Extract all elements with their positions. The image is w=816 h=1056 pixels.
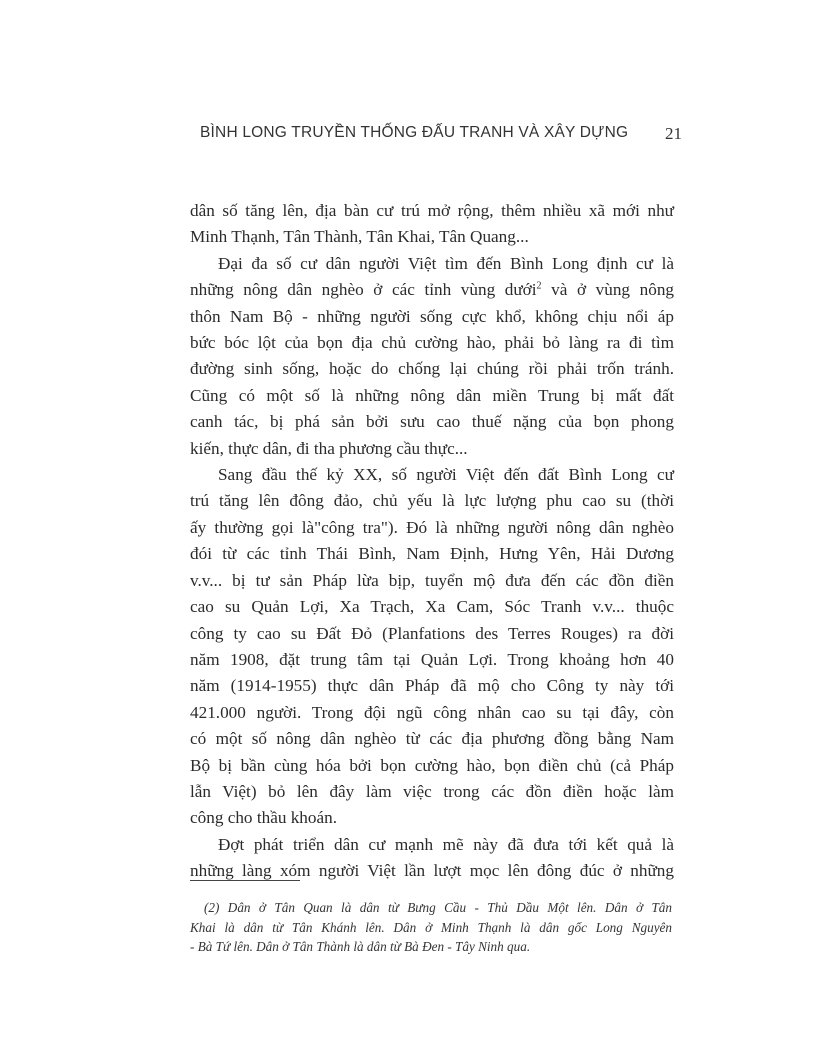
text-line: cao su Quản Lợi, Xa Trạch, Xa Cam, Sóc Tranh v.v... thuộc — [190, 597, 674, 617]
text-line: Bộ bị bần cùng hóa bởi bọn cường hào, bọn điền chủ (cả Pháp — [190, 755, 674, 775]
text-line: Cũng có một số là những nông dân miền Trung bị mất đất — [190, 385, 674, 405]
text-line: thôn Nam Bộ - những người sống cực khổ, không chịu nổi áp — [190, 306, 674, 326]
paragraph-3 — [190, 462, 674, 832]
text-line: 421.000 người. Trong đội ngũ công nhân cao su tại đây, còn — [190, 702, 674, 722]
header-title: BÌNH LONG TRUYỀN THỐNG ĐẤU TRANH VÀ XÂY DỰNG — [200, 124, 629, 141]
text-segment: và ở vùng nông — [541, 280, 675, 300]
paragraph-2 — [190, 251, 674, 462]
footnote-ref[interactable]: 2 — [536, 280, 542, 292]
text-line: trú tăng lên đông đảo, chủ yếu là lực lượng phu cao su (thời — [190, 491, 674, 511]
text-line: ấy thường gọi là"công tra"). Đó là những người nông dân nghèo — [190, 517, 674, 537]
text-line: Đợt phát triển dân cư mạnh mẽ này đã đưa tới kết quả là — [218, 834, 674, 854]
page-number: 21 — [665, 124, 682, 143]
text-line: Sang đầu thế kỷ XX, số người Việt đến đất Bình Long cư — [218, 465, 674, 485]
footnote-line: - Bà Tứ lên. Dân ở Tân Thành là dân từ Bà Đen - Tây Ninh qua. — [190, 939, 531, 954]
text-line: năm (1914-1955) thực dân Pháp đã mộ cho Công ty này tới — [190, 676, 674, 696]
text-line: đường sinh sống, hoặc do chống lại chúng rồi phải trốn tránh. — [190, 359, 674, 379]
footnote-2 — [190, 898, 672, 957]
footnote-line: (2) Dân ở Tân Quan là dân từ Bưng Cầu - Thủ Dầu Một lên. Dân ở Tân — [204, 900, 672, 915]
text-line: năm 1908, đặt trung tâm tại Quản Lợi. Trong khoảng hơn 40 — [190, 649, 674, 669]
body-text — [190, 198, 674, 885]
text-line: v.v... bị tư sản Pháp lừa bịp, tuyển mộ đưa đến các đồn điền — [190, 570, 674, 590]
text-line: lẫn Việt) bỏ lên đây làm việc trong các đồn điền hoặc làm — [190, 781, 674, 801]
paragraph-4 — [190, 832, 674, 885]
running-header — [200, 124, 682, 154]
footnote-line: Khai là dân từ Tân Khánh lên. Dân ở Minh Thạnh là dân gốc Long Nguyên — [190, 919, 672, 935]
text-line: đói từ các tỉnh Thái Bình, Nam Định, Hưng Yên, Hải Dương — [190, 544, 674, 564]
text-line: Minh Thạnh, Tân Thành, Tân Khai, Tân Quang... — [190, 227, 529, 247]
footnote-divider — [190, 880, 300, 881]
text-line: bức bóc lột của bọn địa chủ cường hào, phải bỏ làng ra đi tìm — [190, 333, 674, 353]
text-line-with-footnote — [190, 277, 674, 303]
paragraph-1 — [190, 198, 674, 251]
text-segment: những nông dân nghèo ở các tỉnh vùng dưới — [190, 280, 537, 300]
text-line: công ty cao su Đất Đỏ (Planfations des Terres Rouges) ra đời — [190, 623, 674, 643]
text-line: Đại đa số cư dân người Việt tìm đến Bình Long định cư là — [218, 253, 674, 273]
footnotes — [190, 898, 672, 957]
text-line: dân số tăng lên, địa bàn cư trú mở rộng, thêm nhiều xã mới như — [190, 201, 674, 220]
text-line: kiến, thực dân, đi tha phương cầu thực... — [190, 438, 468, 458]
text-line: canh tác, bị phá sản bởi sưu cao thuế nặng của bọn phong — [190, 412, 674, 432]
text-line: công cho thầu khoán. — [190, 808, 338, 828]
text-line: có một số nông dân nghèo từ các địa phương đồng bằng Nam — [190, 729, 674, 749]
text-line: những làng xóm người Việt lần lượt mọc lên đông đúc ở những — [190, 861, 674, 881]
